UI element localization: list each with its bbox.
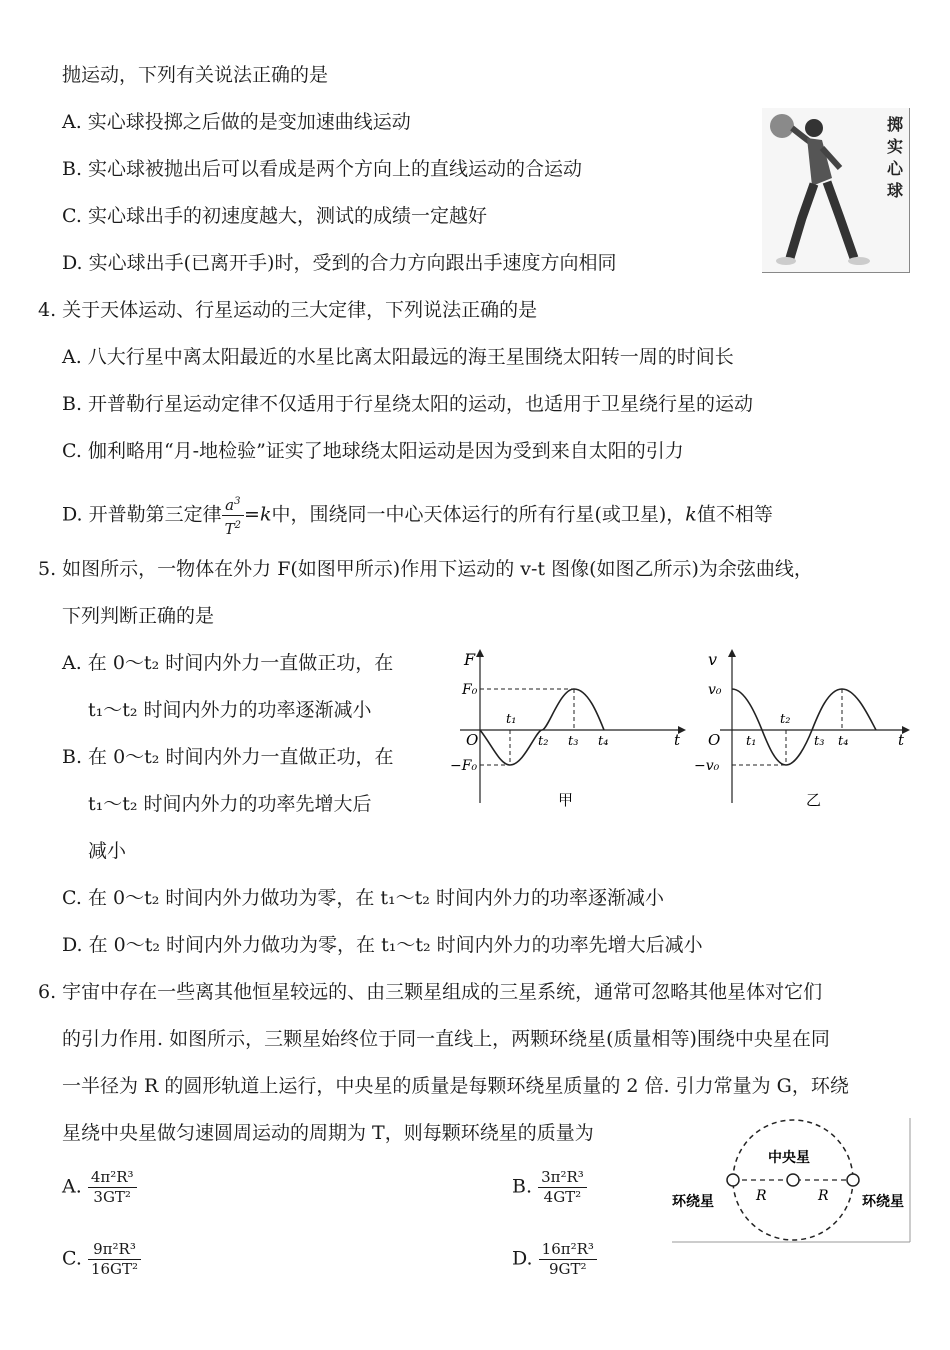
radius-label-left: R [756,1188,767,1204]
q6-c-numerator: 9π²R³ [88,1240,141,1260]
v-graph-t1: t₁ [746,734,757,749]
q6-b-numerator: 3π²R³ [538,1168,587,1188]
q6-option-c [62,1240,141,1279]
q3-option-d: D. 实心球出手(已离开手)时，受到的合力方向跟出手速度方向相同 [62,252,617,274]
q6-a-numerator: 4π²R³ [88,1168,137,1188]
f-graph-origin: O [466,731,479,749]
q4-option-c: C. 伽利略用“月-地检验”证实了地球绕太阳运动是因为受到来自太阳的引力 [62,440,684,462]
q5-stem-line1: 5. 如图所示，一物体在外力 F(如图甲所示)作用下运动的 v-t 图像(如图乙所示)为余弦曲线， [38,558,813,580]
v-graph-t4: t₄ [838,734,849,749]
q6-option-b-label: B. [512,1175,533,1198]
left-orbiting-star [727,1174,739,1186]
q4-stem: 4. 关于天体运动、行星运动的三大定律，下列说法正确的是 [38,299,538,321]
q3-option-c: C. 实心球出手的初速度越大，测试的成绩一定越好 [62,205,487,227]
q6-option-d-label: D. [512,1247,533,1270]
q3-stem-tail: 抛运动，下列有关说法正确的是 [62,64,329,86]
athlete-figure [762,108,882,272]
q6-stem-line3: 一半径为 R 的圆形轨道上运行，中央星的质量是每颗环绕星质量的 2 倍. 引力常量为 G，环绕 [62,1075,849,1097]
k-symbol: k [685,503,697,526]
v-graph-t2: t₂ [780,712,791,727]
three-star-diagram [672,1118,912,1244]
q3-option-b: B. 实心球被抛出后可以看成是两个方向上的直线运动的合运动 [62,158,583,180]
v-graph-caption: 乙 [806,791,822,809]
q6-option-c-fraction [88,1240,141,1279]
q6-stem-line2: 的引力作用. 如图所示，三颗星始终位于同一直线上，两颗环绕星(质量相等)围绕中央星在同 [62,1028,830,1050]
f-graph-t3: t₃ [568,734,579,749]
v-graph-x-label: t [898,731,905,749]
q4-option-d-prefix: D. 开普勒第三定律 [62,503,222,526]
formula-k: k [259,503,272,526]
kepler-third-law-formula: $\frac{a^3}{T^2}$ [222,492,244,539]
q5-stem-line2: 下列判断正确的是 [62,605,215,627]
shot-put-photo [762,108,910,273]
q3-option-a: A. 实心球投掷之后做的是变加速曲线运动 [62,111,411,133]
q4-option-b: B. 开普勒行星运动定律不仅适用于行星绕太阳的运动，也适用于卫星绕行星的运动 [62,393,754,415]
q6-option-a [62,1168,137,1207]
q5-option-d: D. 在 0～t₂ 时间内外力做功为零，在 t₁～t₂ 时间内外力的功率先增大后减小 [62,934,703,956]
photo-caption: 掷实心球 [886,115,903,200]
f-graph-t1: t₁ [506,712,517,727]
f-graph-neg-label: −F₀ [450,758,478,774]
q6-option-a-label: A. [62,1175,82,1198]
q5-option-b-line3: 减小 [88,840,127,862]
f-graph-y-label: F [464,650,476,669]
central-star [787,1174,799,1186]
v-graph-t3: t₃ [814,734,825,749]
q6-stem-line1: 6. 宇宙中存在一些离其他恒星较远的、由三颗星组成的三星系统，通常可忽略其他星体对它们 [38,981,823,1003]
q5-option-b-line1: B. 在 0～t₂ 时间内外力一直做正功，在 [62,746,394,768]
q6-option-b-fraction [538,1168,587,1207]
q4-option-d [62,492,773,539]
q6-option-b [512,1168,587,1207]
v-graph-curve [732,689,876,765]
q6-option-c-label: C. [62,1247,82,1270]
q6-option-d-fraction [539,1240,597,1279]
f-graph-t2: t₂ [538,734,549,749]
v-graph-neg-label: −v₀ [694,758,720,774]
v-graph-pos-label: v₀ [708,682,722,698]
q6-option-d [512,1240,597,1279]
q4-option-d-end: 值不相等 [696,503,773,526]
q4-option-d-suffix: 中，围绕同一中心天体运行的所有行星(或卫星)， [271,503,686,526]
radius-label-right: R [818,1188,829,1204]
q5-option-a-line2: t₁～t₂ 时间内外力的功率逐渐减小 [88,699,372,721]
q6-b-denominator: 4GT² [543,1188,582,1206]
velocity-time-graph [690,645,915,810]
force-time-graph [450,645,690,810]
formula-equals: = [244,503,260,526]
f-graph-t4: t₄ [598,734,609,749]
q5-option-c: C. 在 0～t₂ 时间内外力做功为零，在 t₁～t₂ 时间内外力的功率逐渐减小 [62,887,664,909]
q6-option-a-fraction [88,1168,137,1207]
formula-numerator: a [225,496,235,514]
q6-stem-line4: 星绕中央星做匀速圆周运动的周期为 T，则每颗环绕星的质量为 [62,1122,594,1144]
q6-d-numerator: 16π²R³ [539,1240,597,1260]
right-star-label: 环绕星 [862,1194,904,1210]
q6-c-denominator: 16GT² [90,1260,139,1278]
central-star-label: 中央星 [768,1150,810,1166]
q5-option-b-line2: t₁～t₂ 时间内外力的功率先增大后 [88,793,372,815]
f-graph-caption: 甲 [558,791,574,809]
v-graph-y-label: v [708,650,718,669]
q4-option-a: A. 八大行星中离太阳最近的水星比离太阳最远的海王星围绕太阳转一周的时间长 [62,346,734,368]
right-orbiting-star [847,1174,859,1186]
f-graph-x-label: t [674,731,681,749]
q6-d-denominator: 9GT² [549,1260,587,1278]
v-graph-origin: O [708,731,721,749]
formula-denominator: T [224,520,235,538]
q6-a-denominator: 3GT² [93,1188,131,1206]
q5-option-a-line1: A. 在 0～t₂ 时间内外力一直做正功，在 [62,652,394,674]
f-graph-curve [480,689,604,765]
f-graph-pos-label: F₀ [462,682,478,698]
left-star-label: 环绕星 [672,1194,714,1210]
